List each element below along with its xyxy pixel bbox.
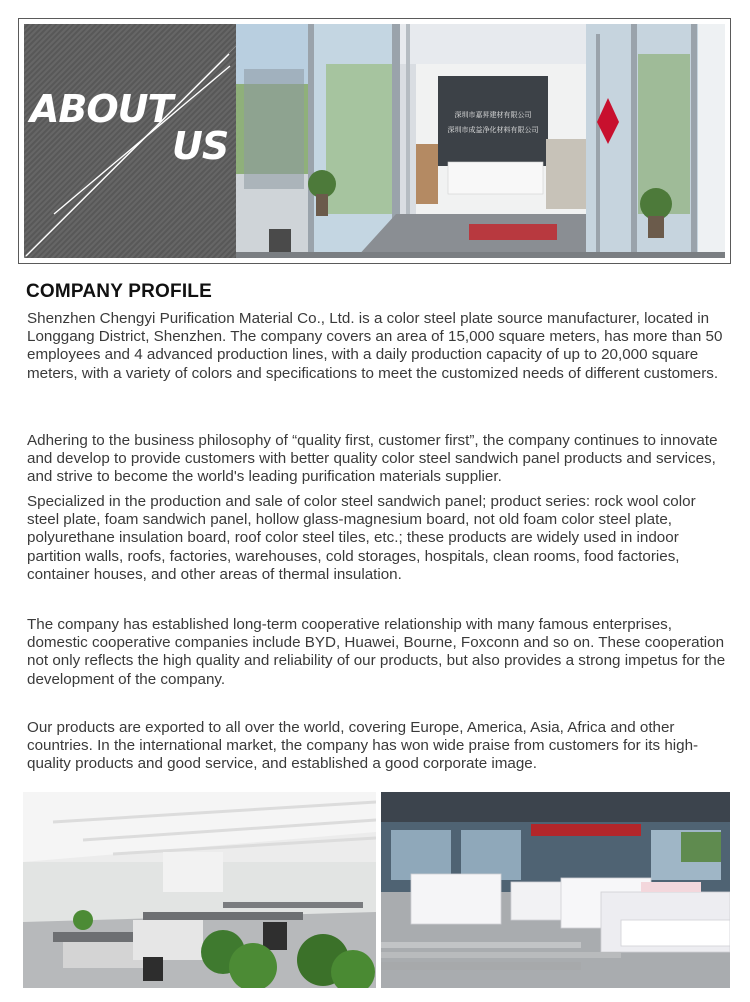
- about-title-panel: [24, 24, 236, 258]
- about-banner: [18, 18, 731, 264]
- profile-paragraph-1: Shenzhen Chengyi Purification Material Co., Ltd. is a color steel plate source manufacturer, located in Longgang District, Shenzhen. The company covers an area of 15,000 square meters, has more than 50 employees and 4 advanced production lines, with a daily production capacity of up to 20,000 square meters, with a variety of colors and specifications to meet the customized needs of different customers.: [27, 310, 723, 382]
- company-profile-heading: COMPANY PROFILE: [26, 281, 212, 302]
- profile-paragraph-5: Our products are exported to all over the world, covering Europe, America, Asia, Africa and other countries. In the international market, the company has won wide praise from customers for its high-quality products and good service, and established a good corporate image.: [27, 719, 699, 773]
- sign-line-1: 深圳市嘉昇建材有限公司: [454, 111, 532, 119]
- profile-paragraph-4: The company has established long-term cooperative relationship with many famous enterprises, domestic cooperative companies include BYD, Huawei, Bourne, Foxconn and so on. These cooperation not only reflects the high quality and reliability of our products, but also provides a strong impetus for the development of the company.: [27, 616, 726, 688]
- sign-line-2: 深圳市成益净化材料有限公司: [447, 126, 539, 134]
- office-illustration: [23, 792, 376, 988]
- factory-photo: [381, 792, 730, 988]
- us-title-word: US: [172, 124, 229, 168]
- lobby-photo: [236, 24, 725, 258]
- lobby-illustration: [236, 24, 725, 258]
- banner-content: [24, 24, 725, 258]
- profile-paragraph-2: Adhering to the business philosophy of “quality first, customer first”, the company continues to innovate and develop to provide customers with better quality color steel sandwich panel products and services, and strive to become the world's leading purification materials supplier.: [27, 432, 718, 486]
- office-photo: [23, 792, 376, 988]
- about-title-word: ABOUT: [30, 87, 173, 131]
- factory-illustration: [381, 792, 730, 988]
- profile-paragraph-3: Specialized in the production and sale of color steel sandwich panel; product series: rock wool color steel plate, foam sandwich panel, hollow glass-magnesium board, not old foam color steel plate, polyurethane insulation board, roof color steel tiles, etc.; these products are widely used in indoor partition walls, roofs, factories, warehouses, cold storages, hospitals, clean rooms, food factories, container houses, and other areas of thermal insulation.: [27, 493, 696, 583]
